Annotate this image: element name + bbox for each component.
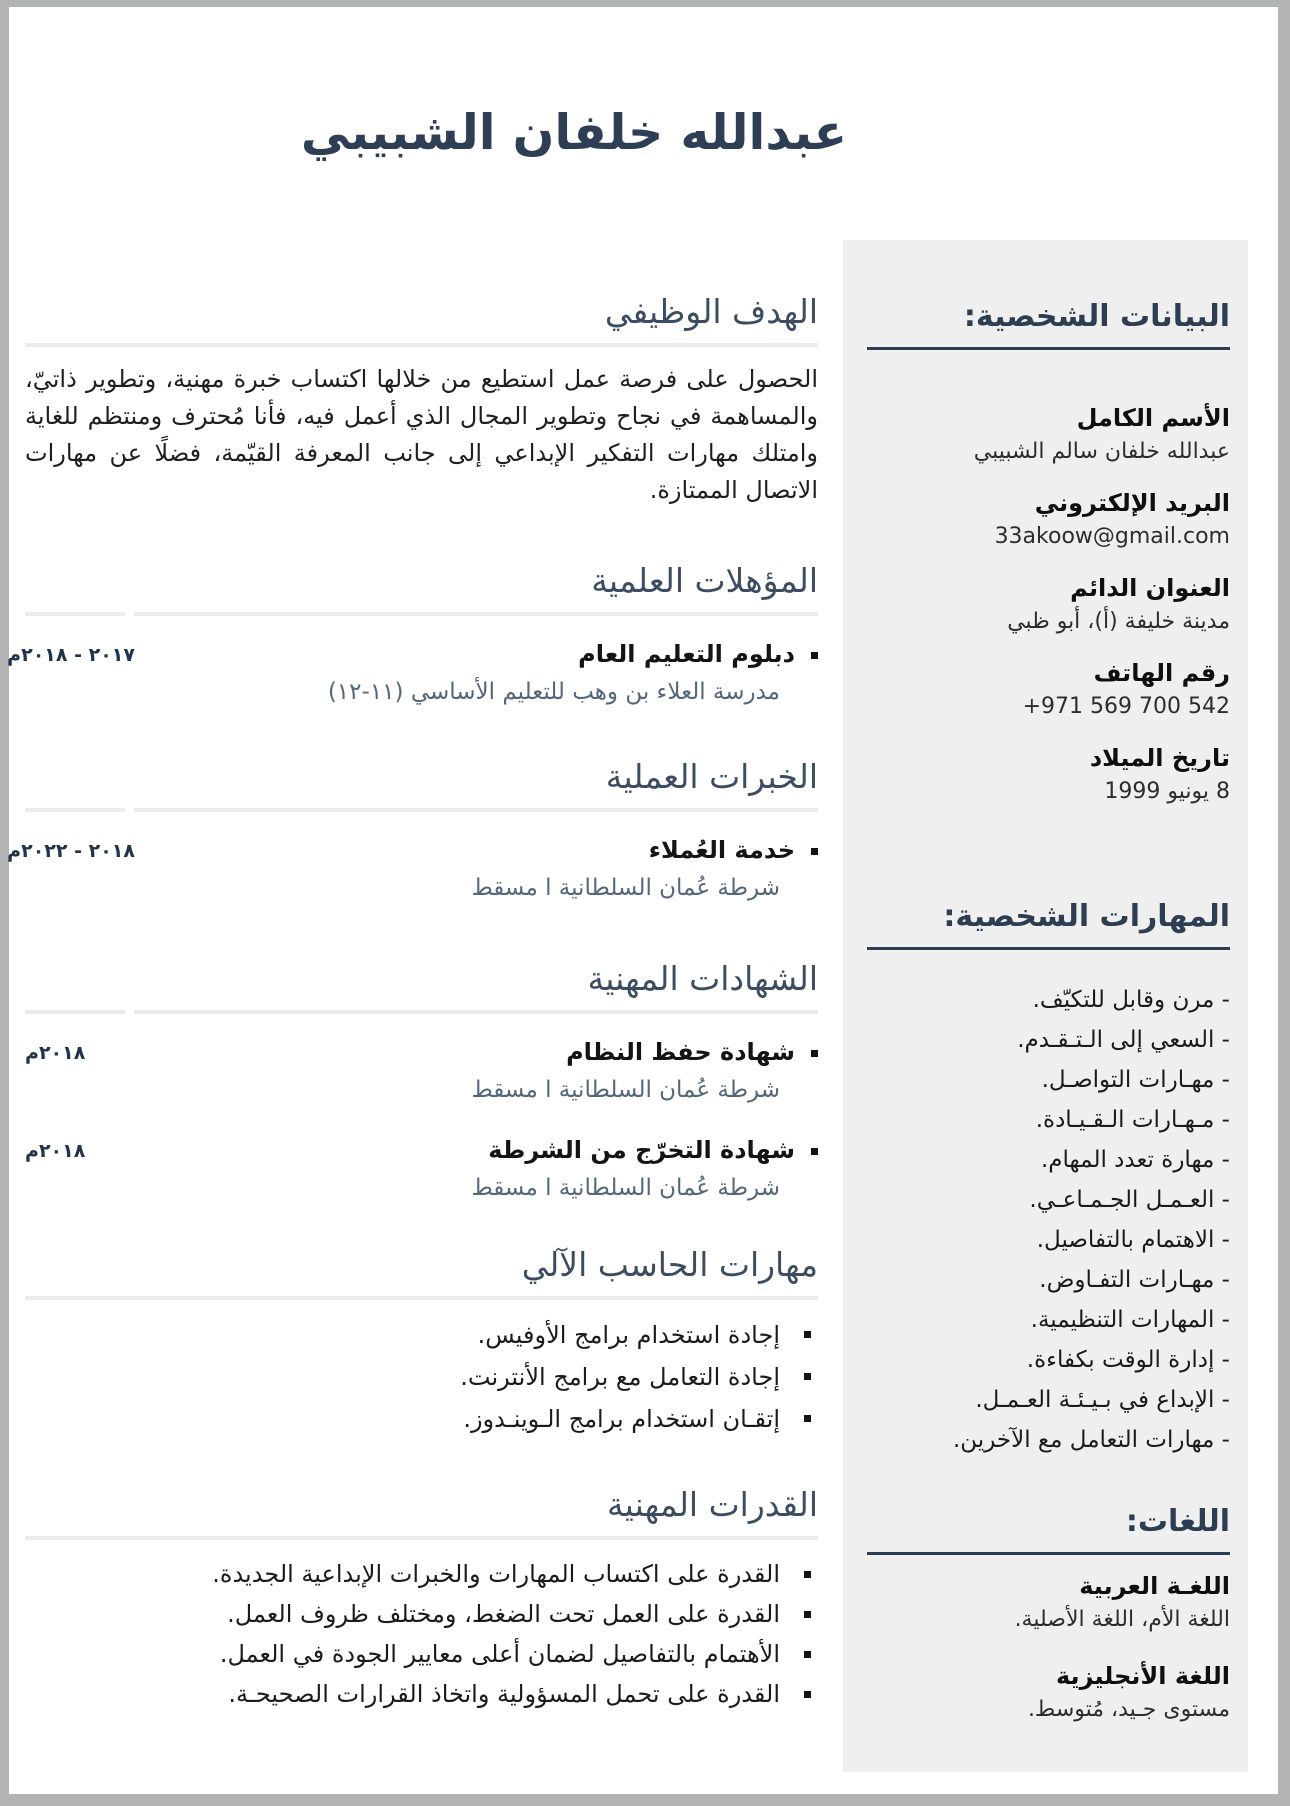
section-divider xyxy=(25,1296,818,1300)
field-value: مستوى جـيد، مُتوسط. xyxy=(1027,1697,1230,1722)
list-item: - الإبداع في بـيـئـة العـمـل. xyxy=(867,1380,1230,1420)
list-item: - السعي إلى الـتـقـدم. xyxy=(867,1020,1230,1060)
bullet-square-icon xyxy=(811,1050,818,1057)
languages-fields xyxy=(867,1570,1230,1725)
entry-organization: شرطة عُمان السلطانية ا مسقط xyxy=(471,1175,780,1201)
section-computer-skills xyxy=(25,1242,818,1440)
objective-title: الهدف الوظيفي xyxy=(604,292,818,331)
list-item: الأهتمام بالتفاصيل لضمان أعلى معايير الجودة في العمل. xyxy=(25,1634,818,1674)
section-divider xyxy=(25,808,818,812)
objective-text: الحصول على فرصة عمل استطيع من خلالها اكتساب خبرة مهنية، وتطوير ذاتيّ، والمساهمة في نجاح وتطوير المجال الذي أعمل فيه، فأنا مُحترف ومنتظم للغاية وامتلك مهارات التفكير الإبداعي إلى جانب المعرفة القيّمة، فضلًا عن مهارات الاتصال الممتازة. xyxy=(25,365,818,504)
entry-title: شهادة حفظ النظام xyxy=(135,1036,818,1068)
field-label: رقم الهاتف xyxy=(1093,659,1230,687)
entry-date: ٢٠١٧ - ٢٠١٨م xyxy=(7,644,135,666)
list-item: القدرة على تحمل المسؤولية واتخاذ القرارات الصحيحـة. xyxy=(25,1674,818,1714)
certificates-title: الشهادات المهنية xyxy=(587,959,818,998)
section-objective xyxy=(25,289,818,509)
entry-title: شهادة التخرّج من الشرطة xyxy=(135,1134,818,1166)
education-entry xyxy=(7,638,818,708)
field-full-name xyxy=(867,402,1230,467)
abilities-title: القدرات المهنية xyxy=(606,1485,818,1524)
field-label: اللغـة العربية xyxy=(1079,1572,1230,1600)
list-item: إجادة التعامل مع برامج الأنترنت. xyxy=(25,1356,818,1398)
certificate-entry xyxy=(25,1134,818,1204)
list-item: - الاهتمام بالتفاصيل. xyxy=(867,1220,1230,1260)
entry-date: ٢٠١٨ - ٢٠٢٢م xyxy=(7,840,135,862)
field-value: 33akoow@gmail.com xyxy=(994,524,1230,549)
list-item: - العـمـل الجـمـاعـي. xyxy=(867,1180,1230,1220)
field-label: تاريخ الميلاد xyxy=(1089,744,1230,772)
bullet-square-icon xyxy=(811,1148,818,1155)
field-english xyxy=(867,1660,1230,1725)
list-item: - مهـارات التواصـل. xyxy=(867,1060,1230,1100)
list-item: - مهـارات التفـاوض. xyxy=(867,1260,1230,1300)
section-education xyxy=(7,558,818,708)
field-email xyxy=(867,487,1230,552)
experience-entry xyxy=(7,834,818,904)
cv-page xyxy=(9,7,1278,1794)
field-phone xyxy=(867,657,1230,722)
experience-title: الخبرات العملية xyxy=(605,757,818,796)
field-label: اللغة الأنجليزية xyxy=(1056,1662,1230,1690)
section-divider xyxy=(25,343,818,347)
personal-data-fields xyxy=(867,402,1230,807)
list-item: القدرة على العمل تحت الضغط، ومختلف ظروف العمل. xyxy=(25,1594,818,1634)
section-experience xyxy=(7,754,818,904)
bullet-square-icon xyxy=(811,652,818,659)
list-item: - مهارات التعامل مع الآخرين. xyxy=(867,1420,1230,1460)
main-column xyxy=(7,289,818,1714)
education-title: المؤهلات العلمية xyxy=(591,561,818,600)
section-certificates xyxy=(25,956,818,1204)
personal-skills-list xyxy=(867,980,1230,1460)
list-item: - إدارة الوقت بكفاءة. xyxy=(867,1340,1230,1380)
field-arabic xyxy=(867,1570,1230,1635)
cv-name-title: عبدالله خلفان الشبيبي xyxy=(300,103,848,161)
personal-skills-title: المهارات الشخصية: xyxy=(867,897,1230,950)
list-item: - مـهـارات الـقـيـادة. xyxy=(867,1100,1230,1140)
field-value: +971 569 700 542 xyxy=(1022,694,1230,719)
abilities-list xyxy=(25,1554,818,1714)
list-item: - مرن وقابل للتكيّف. xyxy=(867,980,1230,1020)
certificate-entry xyxy=(25,1036,818,1106)
entry-date: ٢٠١٨م xyxy=(25,1042,86,1064)
entry-organization: شرطة عُمان السلطانية ا مسقط xyxy=(471,1077,780,1103)
section-divider xyxy=(25,1010,818,1014)
field-label: الأسم الكامل xyxy=(1076,404,1230,432)
list-item: - المهارات التنظيمية. xyxy=(867,1300,1230,1340)
section-abilities xyxy=(25,1482,818,1714)
computer-skills-title: مهارات الحاسب الآلي xyxy=(521,1245,818,1284)
list-item: إتقـان استخدام برامج الـوينـدوز. xyxy=(25,1398,818,1440)
field-value: مدينة خليفة (أ)، أبو ظبي xyxy=(1007,609,1230,634)
field-address xyxy=(867,572,1230,637)
section-divider xyxy=(25,612,818,616)
field-value: عبدالله خلفان سالم الشبيبي xyxy=(973,439,1230,464)
bullet-square-icon xyxy=(811,848,818,855)
entry-organization: مدرسة العلاء بن وهب للتعليم الأساسي (١١-١٢) xyxy=(327,679,780,705)
personal-data-title: البيانات الشخصية: xyxy=(867,297,1230,350)
list-item: إجادة استخدام برامج الأوفيس. xyxy=(25,1314,818,1356)
entry-organization: شرطة عُمان السلطانية ا مسقط xyxy=(471,875,780,901)
sidebar xyxy=(843,240,1248,1772)
entry-date: ٢٠١٨م xyxy=(25,1140,86,1162)
section-divider xyxy=(25,1536,818,1540)
field-value: اللغة الأم، اللغة الأصلية. xyxy=(1014,1607,1230,1632)
field-label: البريد الإلكتروني xyxy=(1034,489,1230,517)
computer-skills-list xyxy=(25,1314,818,1440)
list-item: القدرة على اكتساب المهارات والخبرات الإبداعية الجديدة. xyxy=(25,1554,818,1594)
field-value: 8 يونيو 1999 xyxy=(1104,779,1230,804)
field-birthdate xyxy=(867,742,1230,807)
field-label: العنوان الدائم xyxy=(1070,574,1230,602)
languages-title: اللغات: xyxy=(867,1502,1230,1555)
entry-title: خدمة العُملاء xyxy=(135,834,818,866)
entry-title: دبلوم التعليم العام xyxy=(135,638,818,670)
list-item: - مهارة تعدد المهام. xyxy=(867,1140,1230,1180)
